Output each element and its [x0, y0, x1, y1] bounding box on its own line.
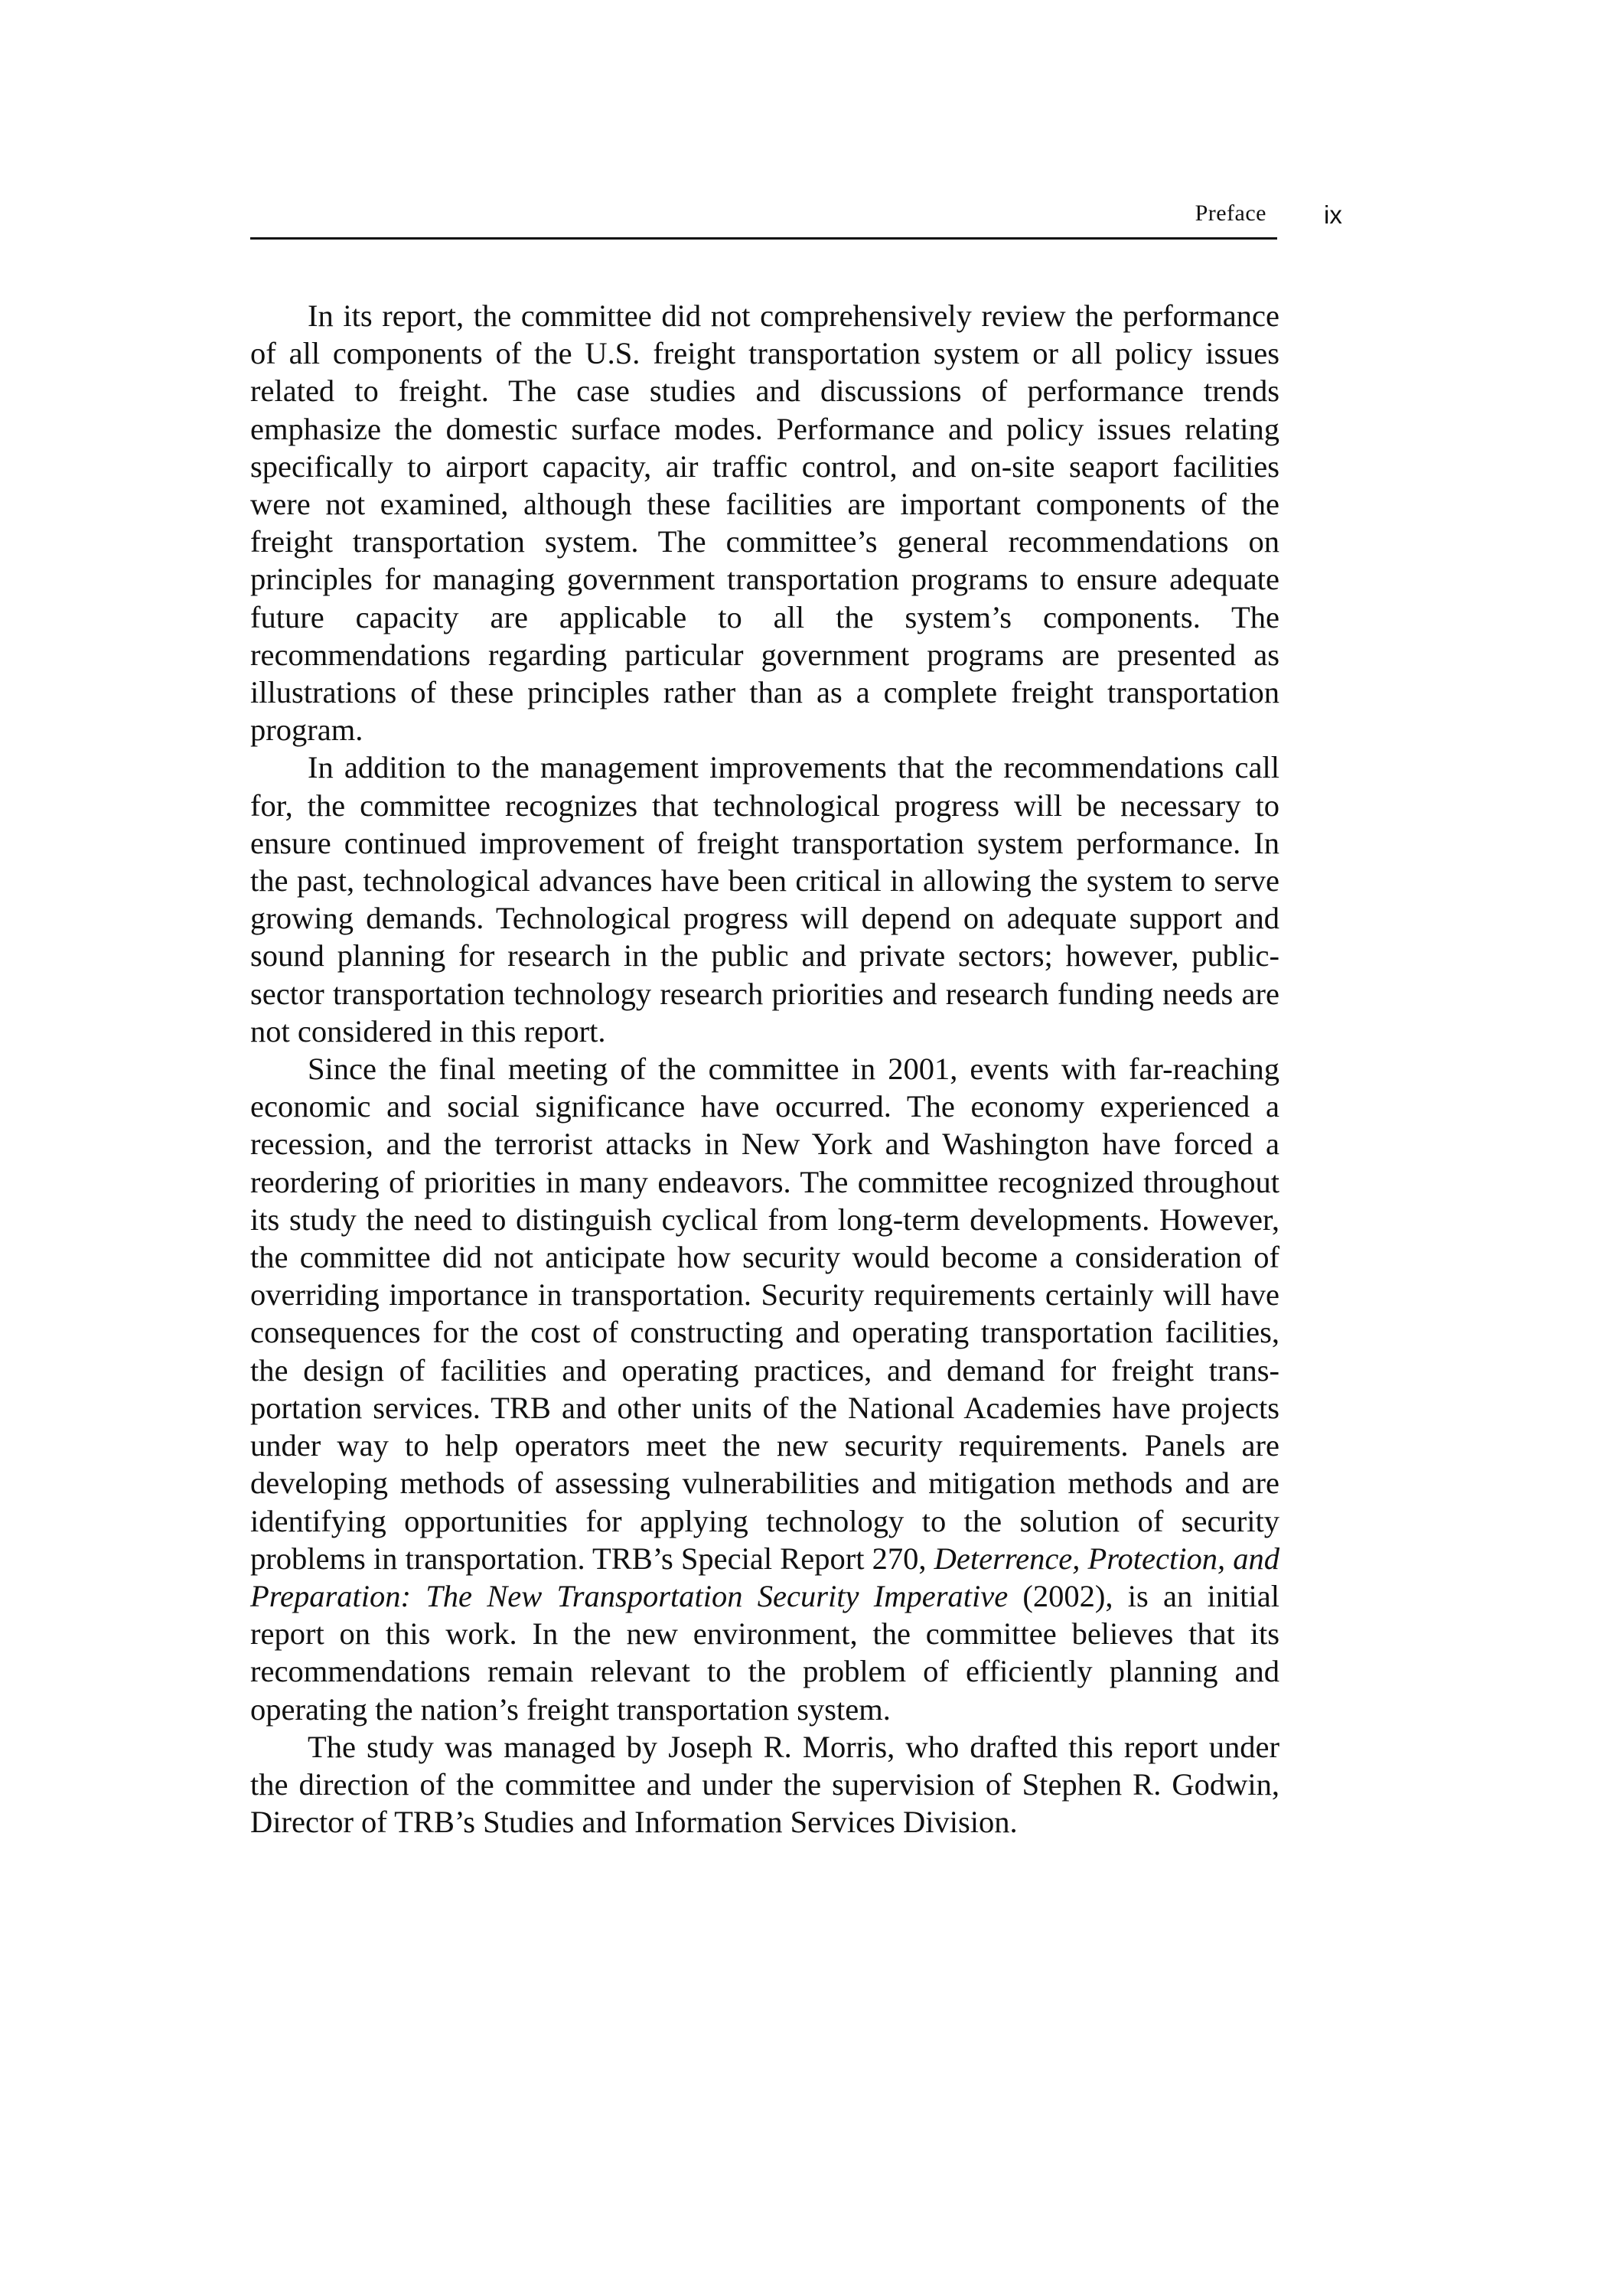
- paragraph-scope: In its report, the committee did not comprehensively review the performance of all components of the U.S. freight transportation system or all policy issues related to freight. The case studies and discussions of performance trends emphasize the domestic surface modes. Performance and policy issues relating specifically to airport capacity, air traffic control, and on-site seaport facilities were not examined, although these facilities are important components of the freight transportation system. The committee’s general recommendations on principles for managing government transportation programs to ensure adequate future capacity are applicable to all the system’s components. The recommendations regarding particular government programs are presented as illustrations of these principles rather than as a complete freight transportation program.: [250, 298, 1279, 748]
- body-text: [250, 297, 1279, 1841]
- paragraph-security-text-end: (2002), is an initial report on this work. In the new environment, the committee believes that its recommendations remain relevant to the problem of efficiently planning and operating the nation’s freight transportation system.: [250, 1578, 1279, 1727]
- report-title: Deterrence, Protection, and Preparation: The New Transportation Security Imperative: [250, 1541, 1280, 1613]
- running-title: Preface: [1195, 201, 1266, 226]
- paragraph-technology: In addition to the management improvements that the recommendations call for, the committee recognizes that technological progress will be necessary to ensure continued improvement of freight transportation system performance. In the past, technological advances have been critical in allowing the system to serve growing demands. Technological progress will depend on adequate support and sound planning for research in the public and private sectors; however, public-sector transportation technology research priorities and research funding needs are not considered in this report.: [250, 750, 1279, 1049]
- running-head: [250, 196, 1342, 239]
- paragraph-security: [250, 1050, 1279, 1728]
- header-rule: [250, 237, 1277, 240]
- paragraph-acknowledgment: The study was managed by Joseph R. Morris, who drafted this report under the direction of the committee and under the supervision of Stephen R. Godwin, Director of TRB’s Studies and Information Services Division.: [250, 1729, 1279, 1840]
- paragraph-security-text: Since the final meeting of the committee in 2001, events with far-reaching economic and social significance have occurred. The economy experienced a recession, and the terrorist attacks in New York and Washington have forced a reordering of priorities in many endeavors. The committee recognized throughout its study the need to distinguish cyclical from long-term developments. However, the committee did not anticipate how security would become a consideration of overriding importance in transportation. Security requirements certainly will have consequences for the cost of constructing and operating transportation facilities, the design of facilities and operating practices, and demand for freight transportation services. TRB and other units of the National Academies have projects under way to help operators meet the new security requirements. Panels are developing methods of assessing vulnerabilities and mitigation methods and are identifying opportunities for applying technology to the solution of security problems in transportation. TRB’s Special Report 270,: [250, 1052, 1279, 1576]
- page-number: ix: [1324, 201, 1342, 229]
